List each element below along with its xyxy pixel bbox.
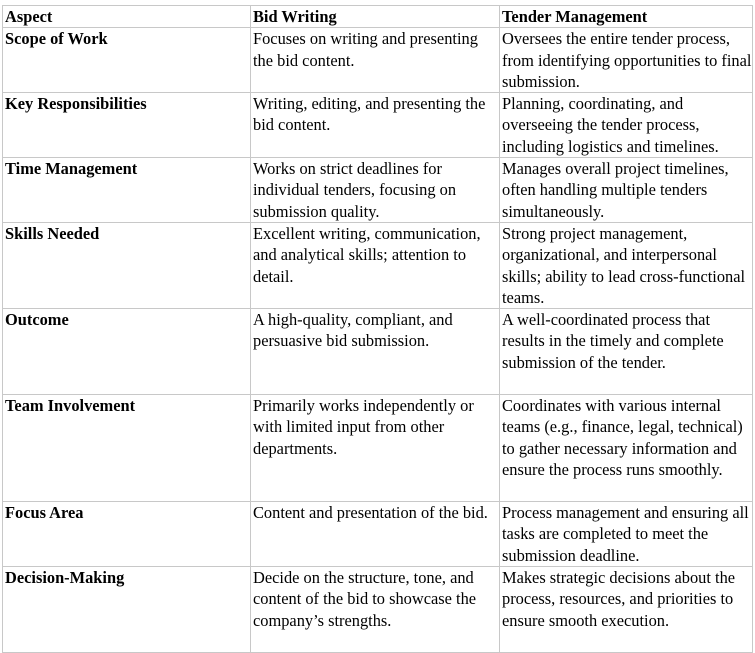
table-row xyxy=(3,222,753,308)
aspect-cell: Focus Area xyxy=(3,502,251,567)
table-row xyxy=(3,567,753,653)
table-row xyxy=(3,395,753,502)
tender-management-cell: Coordinates with various internal teams (e.g., finance, legal, technical) to gather necessary information and ensure the process runs smoothly. xyxy=(500,395,753,502)
tender-management-cell: Oversees the entire tender process, from identifying opportunities to final submission. xyxy=(500,28,753,93)
bid-writing-cell: Decide on the structure, tone, and content of the bid to showcase the company’s strengths. xyxy=(251,567,500,653)
tender-management-cell: Makes strategic decisions about the process, resources, and priorities to ensure smooth execution. xyxy=(500,567,753,653)
aspect-cell: Key Responsibilities xyxy=(3,93,251,158)
tender-management-cell: Manages overall project timelines, often handling multiple tenders simultaneously. xyxy=(500,158,753,223)
bid-writing-cell: Works on strict deadlines for individual tenders, focusing on submission quality. xyxy=(251,158,500,223)
aspect-cell: Skills Needed xyxy=(3,222,251,308)
bid-writing-cell: A high-quality, compliant, and persuasive bid submission. xyxy=(251,309,500,395)
table-row xyxy=(3,93,753,158)
header-row xyxy=(3,6,753,28)
bid-writing-cell: Writing, editing, and presenting the bid content. xyxy=(251,93,500,158)
table-row xyxy=(3,502,753,567)
table-row xyxy=(3,158,753,223)
header-aspect: Aspect xyxy=(3,6,251,28)
bid-writing-cell: Primarily works independently or with limited input from other departments. xyxy=(251,395,500,502)
bid-writing-cell: Excellent writing, communication, and analytical skills; attention to detail. xyxy=(251,222,500,308)
aspect-cell: Time Management xyxy=(3,158,251,223)
tender-management-cell: Planning, coordinating, and overseeing the tender process, including logistics and timelines. xyxy=(500,93,753,158)
bid-writing-cell: Content and presentation of the bid. xyxy=(251,502,500,567)
header-tender-management: Tender Management xyxy=(500,6,753,28)
aspect-cell: Decision-Making xyxy=(3,567,251,653)
aspect-cell: Scope of Work xyxy=(3,28,251,93)
tender-management-cell: A well-coordinated process that results in the timely and complete submission of the tender. xyxy=(500,309,753,395)
tender-management-cell: Strong project management, organizational, and interpersonal skills; ability to lead cross-functional teams. xyxy=(500,222,753,308)
table-row xyxy=(3,309,753,395)
header-bid-writing: Bid Writing xyxy=(251,6,500,28)
aspect-cell: Team Involvement xyxy=(3,395,251,502)
tender-management-cell: Process management and ensuring all tasks are completed to meet the submission deadline. xyxy=(500,502,753,567)
comparison-table xyxy=(2,5,753,653)
bid-writing-cell: Focuses on writing and presenting the bid content. xyxy=(251,28,500,93)
aspect-cell: Outcome xyxy=(3,309,251,395)
table-row xyxy=(3,28,753,93)
